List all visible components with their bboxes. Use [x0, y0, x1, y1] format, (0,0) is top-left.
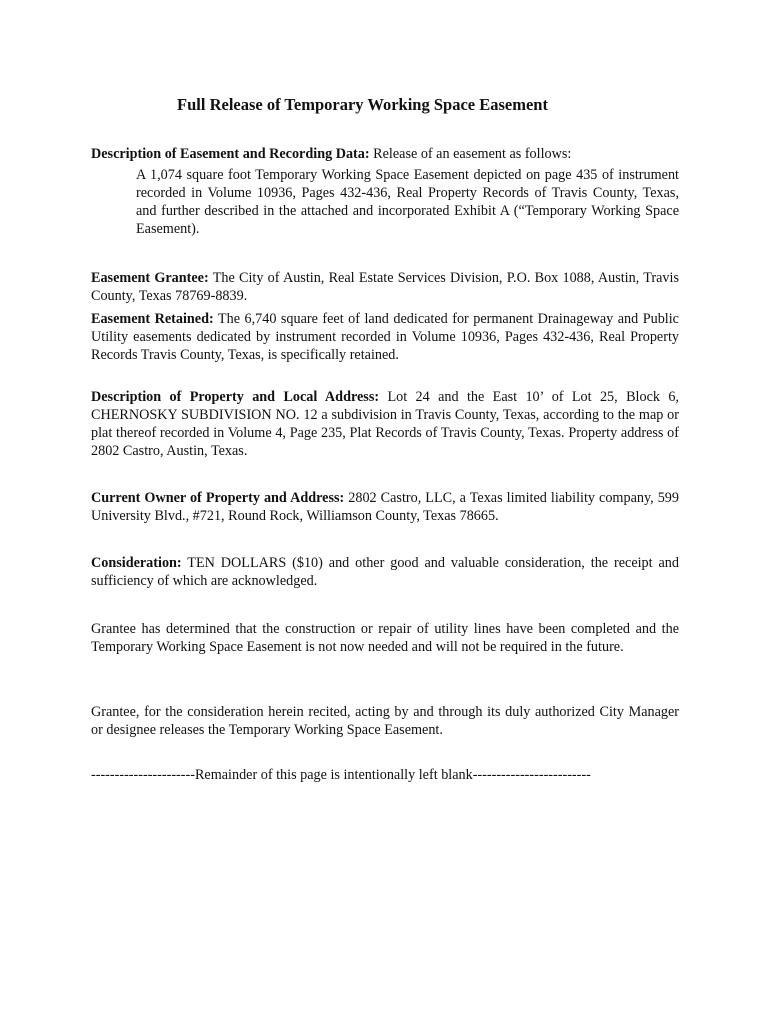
grantee-text: The City of Austin, Real Estate Services Division, P.O. Box 1088, Austin, Travis County, Texas 78769-8839. — [91, 270, 679, 304]
description-text: Release of an easement as follows: — [369, 146, 572, 162]
retained-label: Easement Retained: — [91, 311, 214, 327]
owner-section — [91, 489, 679, 525]
consideration-section — [91, 554, 679, 590]
property-section — [91, 388, 679, 460]
description-label: Description of Easement and Recording Data: — [91, 146, 370, 162]
description-section — [91, 145, 679, 163]
release-paragraph: Grantee, for the consideration herein recited, acting by and through its duly authorized City Manager or designee releases the Temporary Working Space Easement. — [91, 704, 679, 738]
description-body: A 1,074 square foot Temporary Working Space Easement depicted on page 435 of instrument recorded in Volume 10936, Pages 432-436, Real Property Records of Travis County, Texas, and further described in the attached and incorporated Exhibit A (“Temporary Working Space Easement). — [136, 167, 679, 237]
document-title: Full Release of Temporary Working Space Easement — [177, 95, 548, 114]
consideration-label: Consideration: — [91, 555, 182, 571]
blank-page-notice: ----------------------Remainder of this page is intentionally left blank------------------------- — [91, 767, 591, 783]
retained-text: The 6,740 square feet of land dedicated for permanent Drainageway and Public Utility easements dedicated by instrument recorded in Volume 10936, Pages 432-436, Real Property Records Travis County, Texas, is specifically retained. — [91, 311, 679, 363]
determination-paragraph: Grantee has determined that the construction or repair of utility lines have been completed and the Temporary Working Space Easement is not now needed and will not be required in the future. — [91, 621, 679, 655]
retained-section — [91, 310, 679, 364]
grantee-label: Easement Grantee: — [91, 270, 209, 286]
property-text: Lot 24 and the East 10’ of Lot 25, Block 6, CHERNOSKY SUBDIVISION NO. 12 a subdivision in Travis County, Texas, according to the map or plat thereof recorded in Volume 4, Page 235, Plat Records of Travis County, Texas. Property address of 2802 Castro, Austin, Texas. — [91, 389, 679, 459]
grantee-section — [91, 269, 679, 305]
owner-text: 2802 Castro, LLC, a Texas limited liability company, 599 University Blvd., #721, Round Rock, Williamson County, Texas 78665. — [91, 490, 679, 524]
owner-label: Current Owner of Property and Address: — [91, 490, 345, 506]
property-label: Description of Property and Local Address: — [91, 389, 380, 405]
consideration-text: TEN DOLLARS ($10) and other good and valuable consideration, the receipt and sufficiency of which are acknowledged. — [91, 555, 679, 589]
